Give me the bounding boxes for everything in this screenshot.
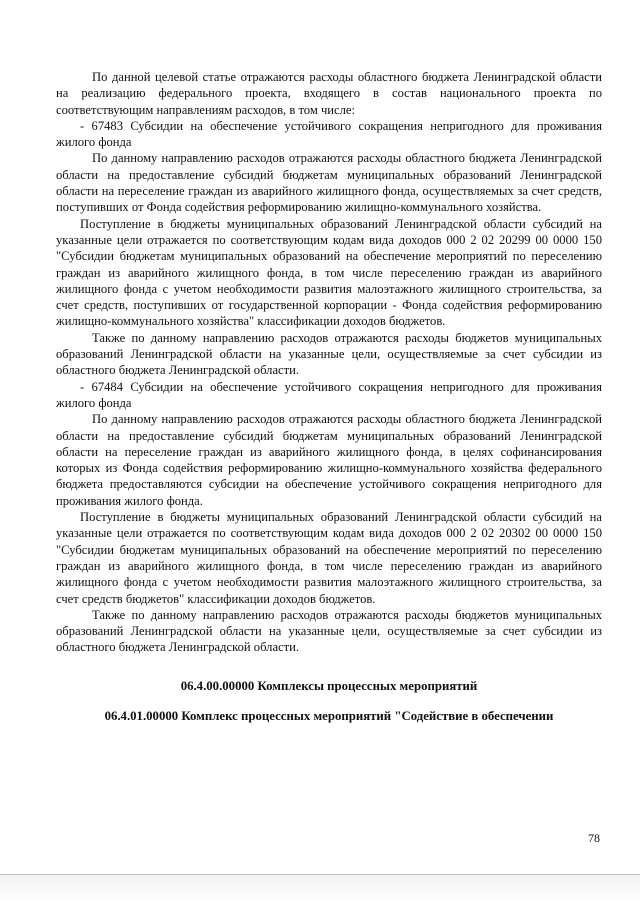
paragraph: Также по данному направлению расходов отражаются расходы бюджетов муниципальных образований Ленинградской области на указанные цели, осуществляемые за счет субсидии из областного бюджета Ленинградской области. <box>56 330 602 378</box>
paragraph: По данной целевой статье отражаются расходы областного бюджета Ленинградской области на реализацию федерального проекта, входящего в состав национального проекта по соответствующим направлениям расходов, в том числе: <box>56 70 602 117</box>
paragraph: Также по данному направлению расходов отражаются расходы бюджетов муниципальных образований Ленинградской области на указанные цели, осуществляемые за счет субсидии из областного бюджета Ленинградской области. <box>56 607 602 655</box>
document-body <box>56 69 602 724</box>
paragraph: Поступление в бюджеты муниципальных образований Ленинградской области субсидий на указанные цели отражается по соответствующим кодам вида доходов 000 2 02 20299 00 0000 150 "Субсидии бюджетам муниципальных образований на обеспечение мероприятий по переселению граждан из аварийного жилищного фонда, в том числе переселению граждан из аварийного жилищного фонда с учетом необходимости развития малоэтажного жилищного строительства, за счет средств, поступивших от государственной корпорации - Фонда содействия реформированию жилищно-коммунального хозяйства" классификации доходов бюджетов. <box>56 216 602 329</box>
paragraph: - 67483 Субсидии на обеспечение устойчивого сокращения непригодного для проживания жилого фонда <box>56 118 602 150</box>
paragraph: Поступление в бюджеты муниципальных образований Ленинградской области субсидий на указанные цели отражается по соответствующим кодам вида доходов 000 2 02 20302 00 0000 150 "Субсидии бюджетам муниципальных образований на обеспечение мероприятий по переселению граждан из аварийного жилищного фонда, в том числе переселению граждан из аварийного жилищного фонда с учетом необходимости развития малоэтажного жилищного строительства, за счет средств бюджетов" классификации доходов бюджетов. <box>56 510 602 606</box>
subsection-heading: 06.4.01.00000 Комплекс процессных мероприятий "Содействие в обеспечении <box>104 708 554 723</box>
paragraph: По данному направлению расходов отражаются расходы областного бюджета Ленинградской области на предоставление субсидий бюджетам муниципальных образований Ленинградской области на переселение граждан из аварийного жилищного фонда, осуществляемых за счет средств, поступивших от Фонда содействия реформированию жилищно-коммунального хозяйства. <box>56 151 602 215</box>
section-heading: 06.4.00.00000 Комплексы процессных мероприятий <box>180 678 478 693</box>
page-bottom-shadow <box>0 875 640 905</box>
paragraph: По данному направлению расходов отражаются расходы областного бюджета Ленинградской области на предоставление субсидий бюджетам муниципальных образований Ленинградской области на переселение граждан из аварийного жилищного фонда, в целях софинансирования которых из Фонда содействия реформированию жилищно-коммунального хозяйства федерального бюджета предоставляются субсидии на обеспечение устойчивого сокращения непригодного для проживания жилого фонда. <box>56 412 602 508</box>
page-number: 78 <box>588 831 600 845</box>
paragraph: - 67484 Субсидии на обеспечение устойчивого сокращения непригодного для проживания жилого фонда <box>56 379 602 410</box>
